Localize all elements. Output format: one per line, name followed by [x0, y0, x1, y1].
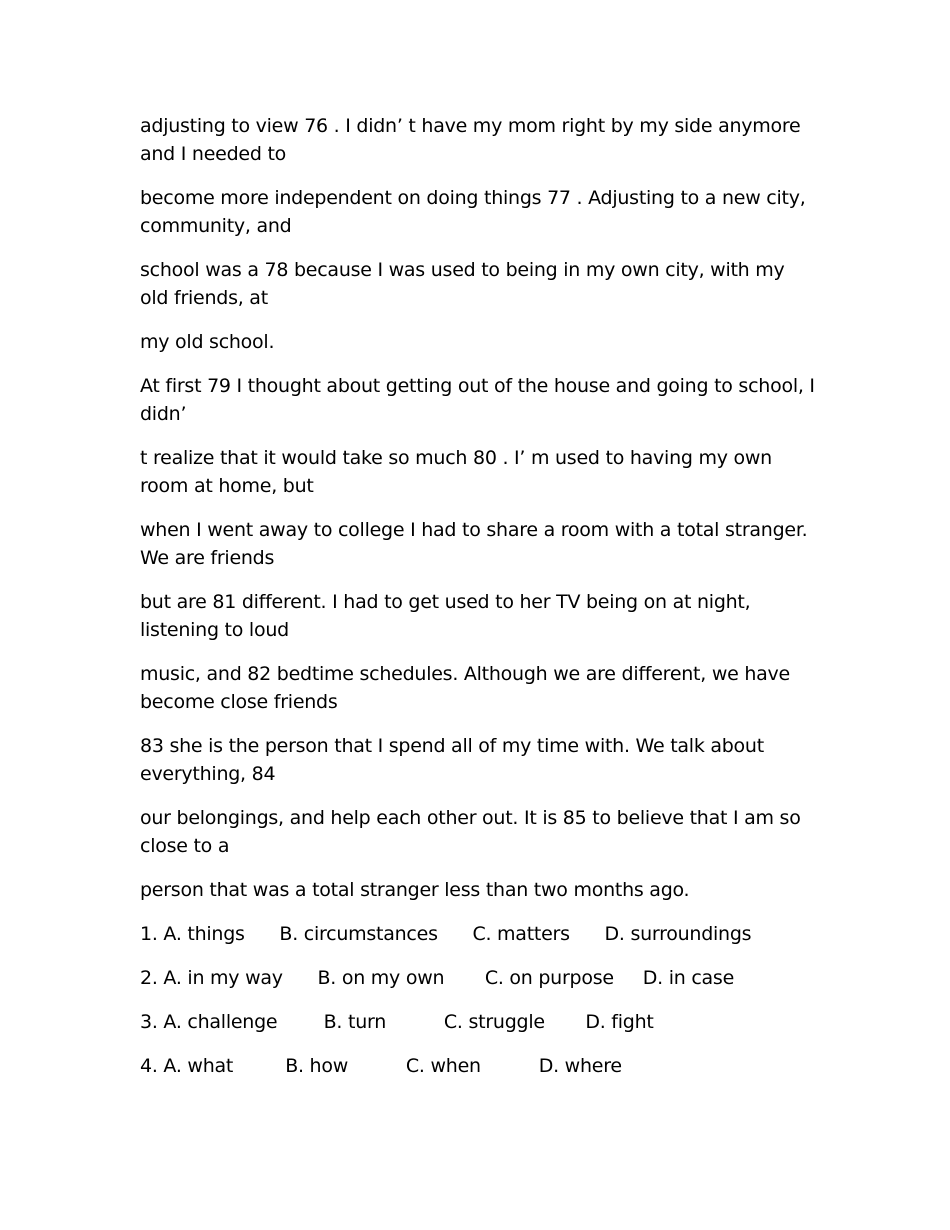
- paragraph: t realize that it would take so much 80 . I’ m used to having my own room at home, but: [140, 447, 778, 497]
- paragraph: 83 she is the person that I spend all of my time with. We talk about everything, 84: [140, 735, 770, 785]
- paragraph: but are 81 different. I had to get used to her TV being on at night, listening to loud: [140, 591, 757, 641]
- option-row-3: 3. A. challenge B. turn C. struggle D. fight: [140, 1011, 654, 1033]
- paragraph: our belongings, and help each other out. It is 85 to believe that I am so close to a: [140, 807, 807, 857]
- passage: [140, 112, 821, 904]
- paragraph: when I went away to college I had to share a room with a total stranger. We are friends: [140, 519, 814, 569]
- paragraph: music, and 82 bedtime schedules. Although we are different, we have become close friends: [140, 663, 796, 713]
- paragraph: person that was a total stranger less than two months ago.: [140, 879, 690, 901]
- option-row-2: 2. A. in my way B. on my own C. on purpose D. in case: [140, 967, 735, 989]
- document-page: [140, 112, 821, 1096]
- option-row-4: 4. A. what B. how C. when D. where: [140, 1055, 622, 1077]
- paragraph: At first 79 I thought about getting out of the house and going to school, I didn’: [140, 375, 821, 425]
- paragraph: school was a 78 because I was used to being in my own city, with my old friends, at: [140, 259, 791, 309]
- option-row-1: 1. A. things B. circumstances C. matters D. surroundings: [140, 923, 752, 945]
- paragraph: adjusting to view 76 . I didn’ t have my mom right by my side anymore and I needed to: [140, 115, 807, 165]
- paragraph: become more independent on doing things 77 . Adjusting to a new city, community, and: [140, 187, 812, 237]
- paragraph: my old school.: [140, 331, 275, 353]
- answer-options: [140, 920, 815, 1080]
